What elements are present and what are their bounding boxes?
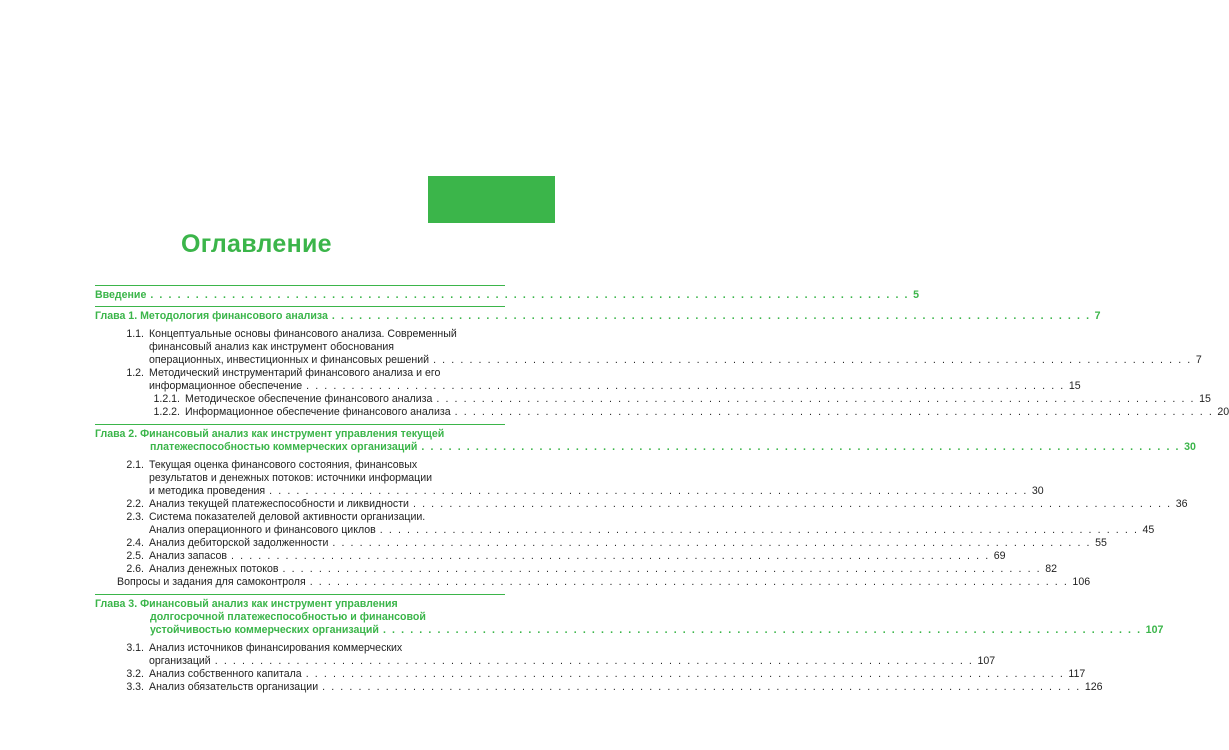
toc-intro-page: 5: [913, 289, 919, 301]
toc-leader-dots: [332, 310, 1091, 323]
toc-chapter-heading[interactable]: [95, 428, 1196, 454]
toc-item-text-line: Анализ обязательств организации: [149, 681, 319, 693]
toc-item-page: 106: [1072, 576, 1091, 588]
toc-chapter-page: 107: [1145, 624, 1164, 636]
toc-leader-dots: [332, 537, 1091, 550]
toc-item-page: 15: [1068, 380, 1081, 392]
toc-item-page: 30: [1031, 485, 1044, 497]
toc-item[interactable]: [95, 328, 1202, 367]
divider: [95, 285, 505, 286]
toc-item-number: 3.1.: [126, 642, 144, 654]
toc-chapter-2: [95, 428, 1196, 589]
toc-item-text-line: Информационное обеспечение финансового анализа: [185, 406, 451, 418]
toc-chapter-heading[interactable]: [95, 310, 1101, 323]
toc-leader-dots: [433, 354, 1192, 367]
toc-item[interactable]: [95, 563, 1058, 576]
toc-leader-dots: [269, 485, 1028, 498]
toc-leader-dots: [310, 576, 1069, 589]
toc-item-text-line: организаций: [149, 655, 211, 667]
toc-chapter-title-line: устойчивостью коммерческих организаций: [150, 624, 379, 636]
table-of-contents: [95, 285, 1229, 699]
toc-item-text-line: Анализ операционного и финансового циклов: [149, 524, 376, 536]
toc-item-page: 126: [1084, 681, 1103, 693]
toc-item-number: 2.1.: [126, 459, 144, 471]
toc-chapter-title-line: Глава 2. Финансовый анализ как инструмент управления текущей: [95, 428, 445, 440]
divider: [95, 424, 505, 425]
toc-item-text-line: Анализ денежных потоков: [149, 563, 279, 575]
toc-leader-dots: [283, 563, 1042, 576]
toc-chapter-title-line: Глава 3. Финансовый анализ как инструмент управления: [95, 598, 398, 610]
toc-chapter-title-line: долгосрочной платежеспособностью и финансовой: [150, 611, 426, 623]
toc-item-text-line: Анализ собственного капитала: [149, 668, 302, 680]
divider: [95, 594, 505, 595]
toc-intro-label: Введение: [95, 289, 147, 301]
toc-item-page: 45: [1142, 524, 1155, 536]
toc-item[interactable]: [95, 498, 1188, 511]
toc-item-number: 2.6.: [126, 563, 144, 575]
toc-chapter-heading[interactable]: [95, 598, 1164, 637]
toc-leader-dots: [455, 406, 1214, 419]
toc-item[interactable]: [95, 576, 1091, 589]
toc-item-page: 107: [977, 655, 996, 667]
toc-item-text-line: результатов и денежных потоков: источники информации: [149, 472, 433, 484]
toc-leader-dots: [383, 624, 1142, 637]
toc-item-page: 36: [1175, 498, 1188, 510]
toc-item[interactable]: [95, 367, 1081, 393]
toc-item-number: 1.2.2.: [153, 406, 180, 418]
page-title: Оглавление: [181, 230, 332, 258]
toc-item-page: 55: [1095, 537, 1107, 549]
toc-chapter-1: [95, 310, 1229, 419]
toc-item-number: 3.3.: [126, 681, 144, 693]
toc-item[interactable]: [95, 393, 1211, 406]
toc-item[interactable]: [95, 459, 1044, 498]
toc-chapter-title-line: платежеспособностью коммерческих организаций: [150, 441, 418, 453]
toc-item[interactable]: [95, 668, 1086, 681]
toc-item-text-line: Анализ текущей платежеспособности и ликвидности: [149, 498, 409, 510]
toc-item-text-line: операционных, инвестиционных и финансовых решений: [149, 354, 430, 366]
toc-leader-dots: [436, 393, 1195, 406]
toc-item-page: 69: [993, 550, 1006, 562]
toc-item[interactable]: [95, 537, 1107, 550]
toc-item-text-line: информационное обеспечение: [149, 380, 303, 392]
toc-chapter-page: 30: [1184, 441, 1196, 453]
toc-item-page: 15: [1199, 393, 1211, 405]
toc-item-text-line: Текущая оценка финансового состояния, финансовых: [149, 459, 418, 471]
toc-item-number: 2.3.: [126, 511, 144, 523]
toc-item-page: 117: [1068, 668, 1086, 680]
toc-leader-dots: [413, 498, 1172, 511]
toc-item-number: 1.2.: [126, 367, 144, 379]
toc-leader-dots: [322, 681, 1081, 694]
toc-item[interactable]: [95, 642, 996, 668]
green-header-block: [428, 176, 555, 223]
toc-item-text-line: Система показателей деловой активности организации.: [149, 511, 426, 523]
toc-item[interactable]: [95, 681, 1103, 694]
toc-item-number: 2.4.: [126, 537, 144, 549]
toc-item-text-line: Анализ запасов: [149, 550, 228, 562]
toc-item[interactable]: [95, 550, 1006, 563]
toc-item-page: 82: [1045, 563, 1058, 575]
toc-item[interactable]: [95, 511, 1155, 537]
toc-chapter-page: 7: [1094, 310, 1101, 322]
toc-chapter-title-line: Глава 1. Методология финансового анализа: [95, 310, 328, 322]
toc-item-page: 20: [1217, 406, 1229, 418]
toc-leader-dots: [150, 289, 909, 302]
toc-intro[interactable]: [95, 289, 919, 302]
toc-item-text-line: Концептуальные основы финансового анализа. Современный: [149, 328, 457, 340]
toc-leader-dots: [231, 550, 990, 563]
toc-item-text-line: Анализ источников финансирования коммерческих: [149, 642, 403, 654]
toc-leader-dots: [380, 524, 1139, 537]
toc-item-number: 3.2.: [126, 668, 144, 680]
toc-leader-dots: [421, 441, 1180, 454]
toc-item-text-line: и методика проведения: [149, 485, 266, 497]
toc-item-text-line: Анализ дебиторской задолженности: [149, 537, 329, 549]
toc-item-text-line: Вопросы и задания для самоконтроля: [117, 576, 306, 588]
toc-item-page: 7: [1195, 354, 1202, 366]
toc-chapter-3: [95, 598, 1164, 694]
toc-item-text-line: Методическое обеспечение финансового анализа: [185, 393, 433, 405]
toc-item-number: 2.5.: [126, 550, 144, 562]
toc-leader-dots: [215, 655, 974, 668]
toc-item-text-line: Методический инструментарий финансового анализа и его: [149, 367, 441, 379]
toc-item-number: 2.2.: [126, 498, 144, 510]
toc-item[interactable]: [95, 406, 1229, 419]
toc-leader-dots: [306, 380, 1065, 393]
toc-item-number: 1.2.1.: [153, 393, 180, 405]
toc-item-text-line: финансовый анализ как инструмент обоснования: [149, 341, 394, 353]
divider: [95, 306, 505, 307]
toc-item-number: 1.1.: [126, 328, 144, 340]
toc-leader-dots: [306, 668, 1065, 681]
